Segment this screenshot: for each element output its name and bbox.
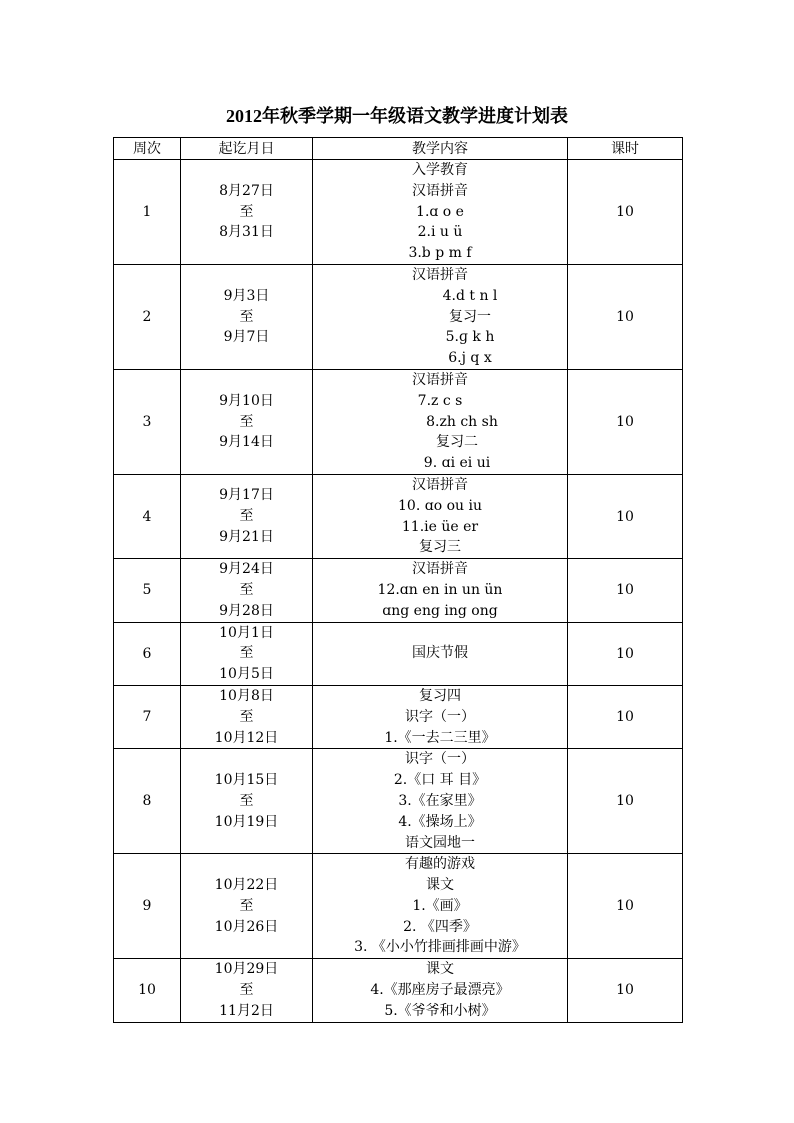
week-cell: 7: [114, 685, 181, 748]
hours-cell: 10: [568, 264, 683, 369]
table-row: [114, 369, 683, 474]
table-row: [114, 749, 683, 854]
dates-cell: [181, 474, 313, 558]
content-line: 复习三: [419, 539, 461, 556]
table-row: [114, 622, 683, 685]
date-start: 9月17日: [219, 487, 274, 504]
date-to: 至: [239, 413, 254, 430]
date-to: 至: [239, 897, 254, 914]
header-row: [114, 138, 683, 160]
date-to: 至: [239, 645, 254, 662]
header-hours: 课时: [568, 138, 683, 160]
date-end: 9月28日: [219, 602, 274, 619]
date-to: 至: [239, 508, 254, 525]
content-cell: [313, 685, 568, 748]
content-line: 课文: [426, 961, 454, 978]
content-line: 10. ɑo ou iu: [398, 497, 482, 514]
header-content: 教学内容: [313, 138, 568, 160]
content-cell: [313, 959, 568, 1022]
content-line: 8.zh ch sh: [426, 413, 498, 430]
hours-cell: 10: [568, 474, 683, 558]
table-row: [114, 854, 683, 959]
hours-cell: 10: [568, 622, 683, 685]
date-end: 11月2日: [219, 1002, 274, 1019]
date-end: 9月14日: [219, 434, 274, 451]
table-row: [114, 160, 683, 265]
week-cell: 1: [114, 160, 181, 265]
content-cell: [313, 160, 568, 265]
header-dates: 起讫月日: [181, 138, 313, 160]
table-row: [114, 959, 683, 1022]
date-start: 9月24日: [219, 561, 274, 578]
date-to: 至: [239, 982, 254, 999]
week-cell: 3: [114, 369, 181, 474]
week-cell: 4: [114, 474, 181, 558]
week-cell: 6: [114, 622, 181, 685]
content-line: 汉语拼音: [412, 371, 468, 388]
date-start: 10月8日: [219, 687, 274, 704]
dates-cell: [181, 749, 313, 854]
content-line: 1.《画》: [412, 897, 468, 914]
header-week: 周次: [114, 138, 181, 160]
schedule-table: [113, 137, 683, 1023]
dates-cell: [181, 160, 313, 265]
content-line: 2.i u ü: [417, 224, 463, 241]
content-line: 国庆节假: [412, 645, 468, 662]
content-line: 3.b p m f: [408, 245, 472, 262]
content-cell: [313, 622, 568, 685]
table-body: [114, 160, 683, 1023]
content-line: ɑng eng ing ong: [382, 602, 498, 619]
content-line: 4.《那座房子最漂亮》: [370, 982, 510, 999]
date-to: 至: [239, 308, 254, 325]
dates-cell: [181, 959, 313, 1022]
week-cell: 5: [114, 559, 181, 622]
hours-cell: 10: [568, 749, 683, 854]
content-line: 6.j q x: [448, 350, 492, 367]
table-header: [114, 138, 683, 160]
content-line: 5.《爷爷和小树》: [384, 1002, 496, 1019]
dates-cell: [181, 854, 313, 959]
content-line: 汉语拼音: [412, 476, 468, 493]
content-line: 3. 《小小竹排画排画中游》: [354, 939, 526, 956]
content-line: 课文: [426, 877, 454, 894]
content-line: 2.《口 耳 目》: [393, 772, 487, 789]
hours-cell: 10: [568, 369, 683, 474]
table-row: [114, 264, 683, 369]
content-cell: [313, 854, 568, 959]
content-line: 4.《操场上》: [398, 813, 482, 830]
date-end: 10月26日: [214, 918, 279, 935]
content-line: 4.d t n l: [442, 287, 498, 304]
content-cell: [313, 749, 568, 854]
content-line: 语文园地一: [405, 834, 475, 851]
content-cell: [313, 559, 568, 622]
content-line: 汉语拼音: [412, 561, 468, 578]
dates-cell: [181, 622, 313, 685]
date-end: 10月5日: [219, 666, 274, 683]
content-line: 1.《一去二三里》: [384, 729, 496, 746]
week-cell: 9: [114, 854, 181, 959]
content-line: 7.z c s: [417, 392, 463, 409]
table-row: [114, 685, 683, 748]
dates-cell: [181, 685, 313, 748]
hours-cell: 10: [568, 685, 683, 748]
content-line: 1.ɑ o e: [416, 203, 464, 220]
date-to: 至: [239, 792, 254, 809]
date-start: 8月27日: [219, 182, 274, 199]
content-line: 入学教育: [412, 162, 468, 178]
date-start: 10月1日: [219, 624, 274, 641]
date-end: 8月31日: [219, 224, 274, 241]
hours-cell: 10: [568, 854, 683, 959]
page-title: 2012年秋季学期一年级语文教学进度计划表: [226, 106, 568, 126]
date-start: 10月15日: [214, 772, 279, 789]
table-row: [114, 559, 683, 622]
content-line: 3.《在家里》: [398, 792, 482, 809]
date-start: 10月22日: [214, 877, 279, 894]
content-line: 识字（一）: [405, 708, 475, 725]
date-to: 至: [239, 581, 254, 598]
table-row: [114, 474, 683, 558]
date-start: 10月29日: [214, 961, 279, 978]
content-line: 识字（一）: [405, 751, 475, 768]
content-line: 11.ie üe er: [401, 518, 479, 535]
date-end: 9月7日: [223, 329, 270, 346]
date-end: 10月12日: [214, 729, 279, 746]
dates-cell: [181, 369, 313, 474]
content-line: 2. 《四季》: [403, 918, 477, 935]
dates-cell: [181, 559, 313, 622]
content-line: 复习一: [449, 308, 491, 325]
hours-cell: 10: [568, 160, 683, 265]
content-line: 复习二: [436, 434, 478, 451]
date-to: 至: [239, 708, 254, 725]
date-to: 至: [239, 203, 254, 220]
week-cell: 8: [114, 749, 181, 854]
content-line: 汉语拼音: [412, 182, 468, 199]
hours-cell: 10: [568, 959, 683, 1022]
week-cell: 2: [114, 264, 181, 369]
content-line: 有趣的游戏: [405, 856, 475, 873]
content-cell: [313, 369, 568, 474]
content-line: 5.ɡ k h: [445, 329, 495, 346]
content-line: 9. ɑi ei ui: [423, 455, 491, 472]
date-start: 9月3日: [223, 287, 270, 304]
content-cell: [313, 474, 568, 558]
dates-cell: [181, 264, 313, 369]
content-line: 汉语拼音: [412, 266, 468, 283]
content-line: 12.ɑn en in un ün: [377, 581, 503, 598]
content-cell: [313, 264, 568, 369]
content-line: 复习四: [419, 687, 461, 704]
date-end: 10月19日: [214, 813, 279, 830]
week-cell: 10: [114, 959, 181, 1022]
date-end: 9月21日: [219, 528, 274, 545]
hours-cell: 10: [568, 559, 683, 622]
date-start: 9月10日: [219, 392, 274, 409]
